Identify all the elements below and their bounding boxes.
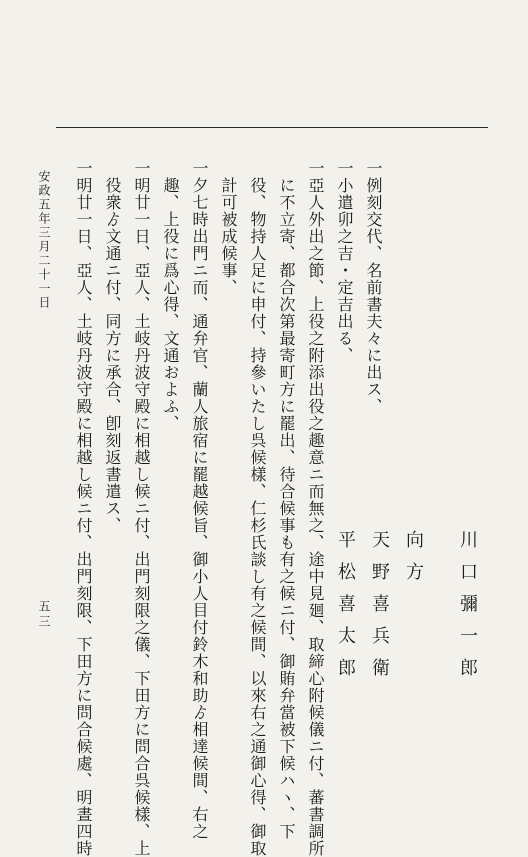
text-column: 一亞人外出之節、上役之附添出役之趣意ニ而無之、途中見廻、取締心附候儀ニ付、蕃書調所: [306, 160, 325, 857]
text-column: 役衆ゟ文通ニ付、同方に承合、卽刻返書遣ス、: [103, 177, 122, 534]
page-number: 五三: [37, 600, 51, 630]
name-line: 向方: [403, 530, 424, 594]
name-line: 天野喜兵衛: [369, 530, 390, 690]
name-line: 平松喜太郎: [335, 530, 356, 690]
margin-date: 安政五年三月二十一日: [37, 170, 51, 310]
text-column: 一例刻交代、名前書夫々に出ス、: [364, 160, 383, 415]
text-column: 役、物持人足に申付、持參いたし呉候樣、仁杉氏談し有之候間、以來右之通御心得、御取: [248, 177, 267, 857]
text-column: 一明廿一日、亞人、土岐丹波守殿に相越し候ニ付、出門刻限之儀、下田方に問合呉候樣、上: [132, 160, 151, 857]
text-column: 一夕七時出門ニ而、通弁官、蘭人旅宿に罷越候旨、御小人目付鈴木和助ゟ相達候間、右之: [190, 160, 209, 840]
text-column: 一小遣卯之吉・定吉出る、: [335, 160, 354, 364]
text-column: に不立寄、都合次第最寄町方に罷出、待合候事も有之候ニ付、御賄弁當被下候ハヽ、下: [277, 177, 296, 840]
text-column: 計可被成候事、: [219, 177, 238, 296]
name-line: 川口彌一郎: [457, 530, 478, 690]
text-column: 趣、上役に爲心得、文通およふ、: [161, 177, 180, 432]
divider-rule: [56, 127, 488, 128]
text-column: 一明廿一日、亞人、土岐丹波守殿に相越し候ニ付、出門刻限、下田方に問合候處、明晝四時: [74, 160, 93, 857]
body-text: [69, 160, 388, 857]
